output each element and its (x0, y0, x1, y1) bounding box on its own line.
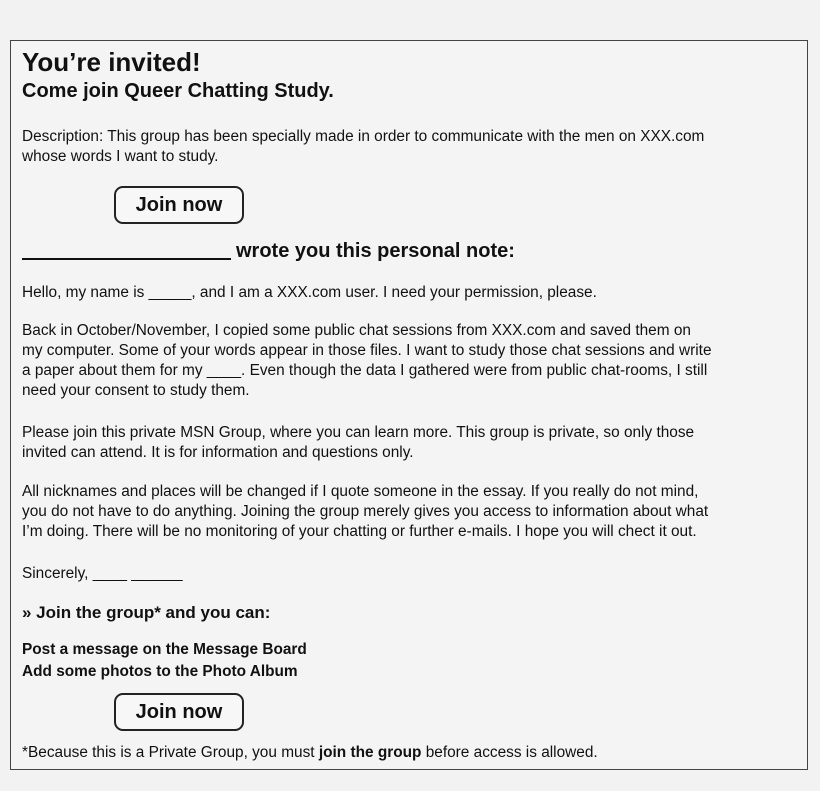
paragraph-line: Back in October/November, I copied some public chat sessions from XXX.com and saved them on (22, 322, 691, 339)
paragraph-line: Please join this private MSN Group, where you can learn more. This group is private, so only those (22, 424, 695, 441)
paragraph-line: a paper about them for my ____. Even though the data I gathered were from public chat-rooms, I still (22, 362, 708, 379)
footnote-suffix: before access is allowed. (421, 744, 598, 761)
paragraph-line: my computer. Some of your words appear in those files. I want to study those chat sessions and write (22, 342, 712, 359)
paragraph-line: invited can attend. It is for information and questions only. (22, 444, 414, 461)
footnote-join-group: join the group (318, 744, 422, 761)
footnote-prefix: *Because this is a Private Group, you must (22, 744, 319, 761)
private-group-footnote (22, 743, 598, 763)
invite-title: You’re invited! (22, 47, 201, 77)
paragraph-line: need your consent to study them. (22, 382, 250, 399)
paragraph-line: you do not have to do anything. Joining the group merely gives you access to information about what (22, 503, 709, 520)
join-now-button-bottom[interactable]: Join now (114, 693, 244, 731)
personal-note-heading-text: wrote you this personal note: (236, 240, 515, 262)
note-signoff: Sincerely, ____ ______ (22, 565, 183, 582)
note-paragraph-1 (22, 321, 712, 401)
description-line: Description: This group has been specially made in order to communicate with the men on XXX.com (22, 128, 705, 145)
invitation-card (10, 40, 808, 770)
join-now-button-top[interactable]: Join now (114, 186, 244, 224)
paragraph-line: I’m doing. There will be no monitoring of your chatting or further e-mails. I hope you will chect it out. (22, 523, 697, 540)
note-paragraph-2 (22, 423, 694, 463)
description-line: whose words I want to study. (22, 148, 219, 165)
group-description (22, 127, 704, 167)
benefits-heading: » Join the group* and you can: (22, 603, 271, 622)
sender-name-blank (22, 258, 231, 260)
note-paragraph-3 (22, 482, 708, 542)
personal-note-heading (22, 240, 515, 263)
benefit-item-message-board: Post a message on the Message Board (22, 641, 307, 658)
invite-subtitle: Come join Queer Chatting Study. (22, 80, 334, 102)
paragraph-line: All nicknames and places will be changed if I quote someone in the essay. If you really do not mind, (22, 483, 699, 500)
benefit-item-photo-album: Add some photos to the Photo Album (22, 663, 298, 680)
note-greeting: Hello, my name is _____, and I am a XXX.com user. I need your permission, please. (22, 284, 597, 301)
